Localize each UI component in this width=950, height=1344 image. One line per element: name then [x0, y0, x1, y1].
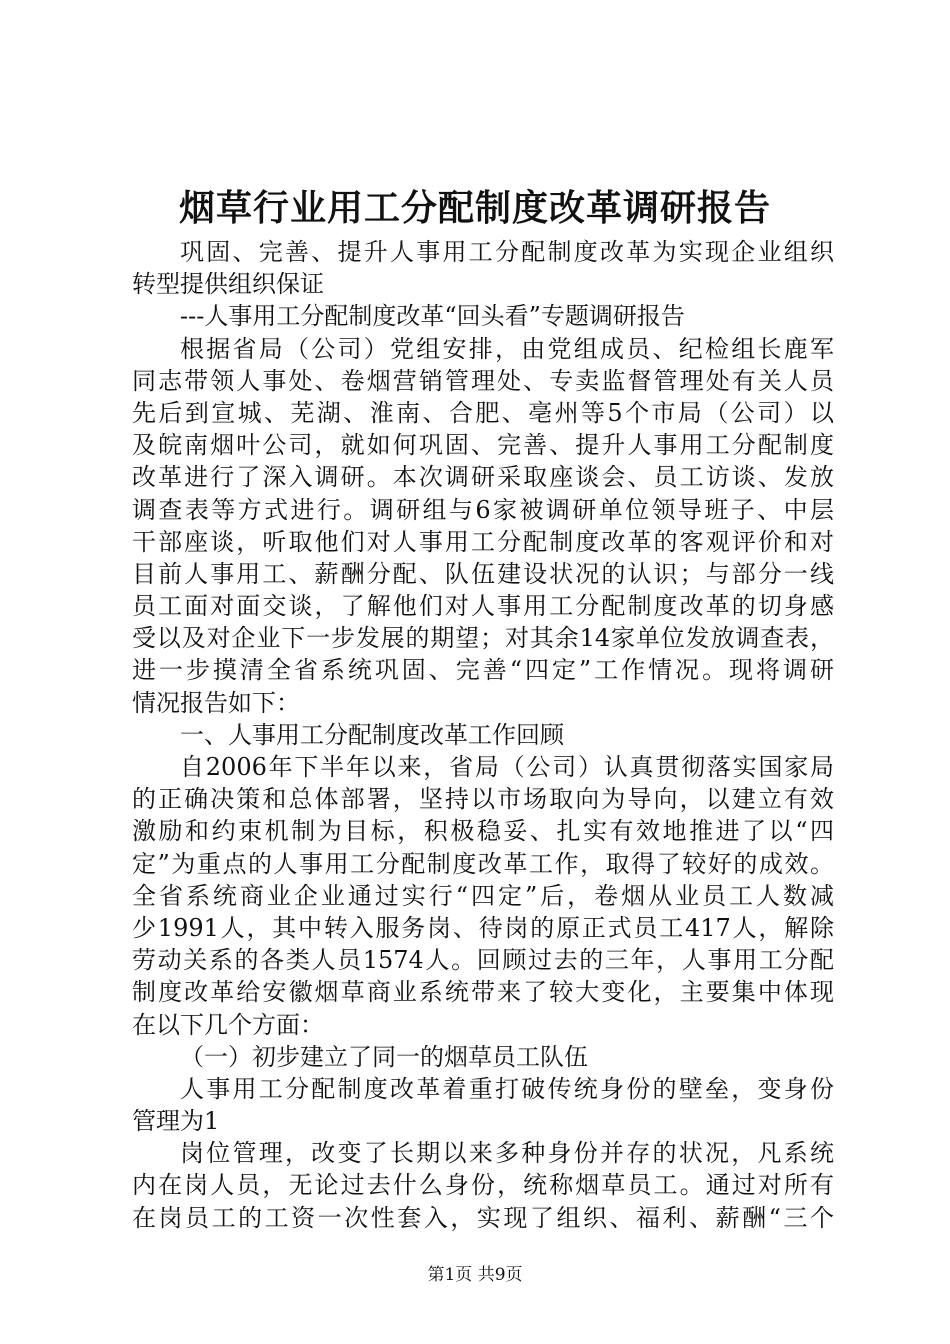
- text-line: 在岗员工的工资一次性套入，实现了组织、福利、薪酬“三个: [132, 1203, 834, 1232]
- text-line: 的正确决策和总体部署，坚持以市场取向为导向，以建立有效: [132, 785, 834, 814]
- text-line: 根据省局（公司）党组安排，由党组成员、纪检组长鹿军: [180, 334, 834, 363]
- text-line: 岗位管理，改变了长期以来多种身份并存的状况，凡系统: [180, 1139, 834, 1168]
- document-title: 烟草行业用工分配制度改革调研报告: [178, 187, 771, 229]
- text-line: 管理为1: [132, 1107, 220, 1136]
- text-line: 少1991人，其中转入服务岗、待岗的原正式员工417人，解除: [132, 913, 834, 942]
- text-line: 及皖南烟叶公司，就如何巩固、完善、提升人事用工分配制度: [132, 431, 834, 460]
- text-line: 激励和约束机制为目标，积极稳妥、扎实有效地推进了以“四: [132, 817, 834, 846]
- document-body: [132, 236, 834, 1234]
- text-line: 自2006年下半年以来，省局（公司）认真贯彻落实国家局: [180, 753, 834, 781]
- text-line: 进一步摸清全省系统巩固、完善“四定”工作情况。现将调研: [132, 656, 834, 685]
- text-line: 定”为重点的人事用工分配制度改革工作，取得了较好的成效。: [132, 849, 834, 878]
- text-line: 劳动关系的各类人员1574人。回顾过去的三年，人事用工分配: [132, 946, 834, 975]
- text-line: 改革进行了深入调研。本次调研采取座谈会、员工访谈、发放: [132, 463, 834, 492]
- text-line: 在以下几个方面：: [132, 1010, 324, 1039]
- page-footer: 第1页 共9页: [427, 1265, 523, 1285]
- text-line: 人事用工分配制度改革着重打破传统身份的壁垒，变身份: [180, 1074, 834, 1103]
- text-line: 员工面对面交谈，了解他们对人事用工分配制度改革的切身感: [132, 592, 834, 621]
- text-line: 全省系统商业企业通过实行“四定”后，卷烟从业员工人数减: [132, 881, 834, 910]
- text-line: 干部座谈，听取他们对人事用工分配制度改革的客观评价和对: [132, 527, 834, 556]
- text-line: 同志带领人事处、卷烟营销管理处、专卖监督管理处有关人员: [132, 366, 834, 395]
- text-line: 转型提供组织保证: [132, 270, 324, 299]
- text-line: ---人事用工分配制度改革“回头看”专题调研报告: [180, 302, 685, 331]
- text-line: 目前人事用工、薪酬分配、队伍建设状况的认识；与部分一线: [132, 559, 834, 588]
- text-line: （一）初步建立了同一的烟草员工队伍: [180, 1042, 588, 1071]
- text-line: 一、人事用工分配制度改革工作回顾: [180, 720, 564, 749]
- text-line: 调查表等方式进行。调研组与6家被调研单位领导班子、中层: [132, 495, 834, 524]
- text-line: 先后到宣城、芜湖、淮南、合肥、亳州等5个市局（公司）以: [132, 398, 834, 427]
- text-line: 内在岗人员，无论过去什么身份，统称烟草员工。通过对所有: [132, 1171, 834, 1200]
- text-line: 巩固、完善、提升人事用工分配制度改革为实现企业组织: [180, 238, 834, 266]
- text-line: 受以及对企业下一步发展的期望；对其余14家单位发放调查表，: [132, 624, 834, 653]
- text-line: 情况报告如下：: [132, 688, 300, 717]
- text-line: 制度改革给安徽烟草商业系统带来了较大变化，主要集中体现: [132, 978, 834, 1007]
